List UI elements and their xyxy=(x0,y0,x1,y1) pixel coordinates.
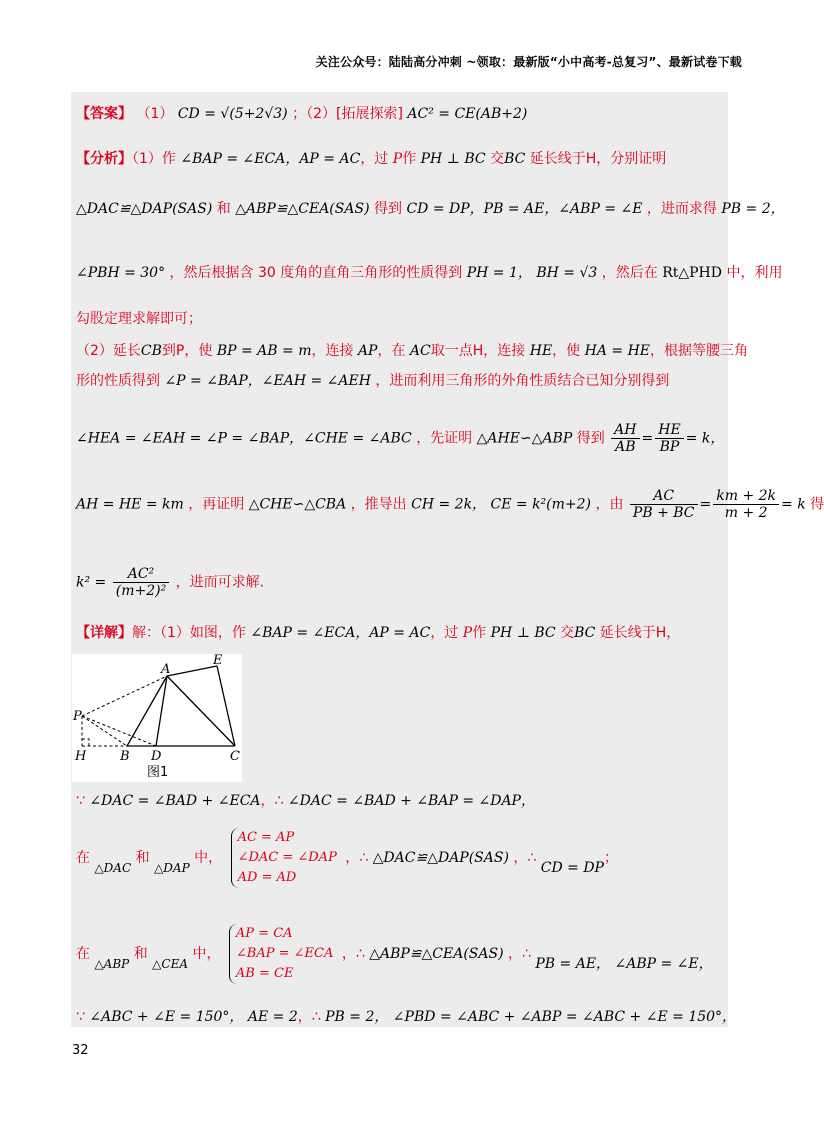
t: 作 xyxy=(402,151,417,167)
m: △DAC xyxy=(94,861,132,875)
analysis-line-9 xyxy=(76,566,264,599)
t: 延长线于 xyxy=(599,625,656,641)
m: PB = 2， ∠PBD = ∠ABC + ∠ABP = ∠ABC + ∠E = 150°， xyxy=(325,1009,737,1025)
detail-line-1 xyxy=(76,624,680,642)
eq: ∠DAC = ∠DAP xyxy=(237,850,337,865)
t: H，连接 xyxy=(472,343,526,359)
page-number: 32 xyxy=(72,1043,89,1058)
m: ∠P = ∠BAP，∠EAH = ∠AEH xyxy=(164,373,371,389)
equation-system-1 xyxy=(231,828,337,888)
t: 延长线于 xyxy=(529,151,586,167)
label-H: H xyxy=(75,749,87,764)
t: 中， xyxy=(192,946,221,962)
t: ，先证明 xyxy=(416,430,473,447)
page-header: 关注公众号：陆陆高分冲刺 ~领取：最新版“小中高考-总复习”、最新试卷下载 xyxy=(315,55,742,69)
m: ∠BAP = ∠ECA，AP = AC xyxy=(180,151,361,167)
m: CD = DP xyxy=(540,860,604,876)
t: ，在 xyxy=(377,343,406,359)
analysis-line-4 xyxy=(76,310,202,328)
t: ； xyxy=(603,850,618,866)
answer-line xyxy=(76,105,527,123)
m: k² = xyxy=(76,574,107,591)
m: ∠ABC + ∠E = 150°， AE = 2 xyxy=(89,1009,298,1025)
m: PB = 2， xyxy=(721,201,785,217)
m: CB xyxy=(140,343,162,359)
therefore-symbol: ，∴ xyxy=(260,793,284,809)
m: = k， xyxy=(685,430,725,447)
right-angle-mark xyxy=(82,739,89,746)
analysis-label: 【分析】 xyxy=(76,151,132,167)
t: ，过 xyxy=(360,151,389,167)
t: 中，利用 xyxy=(726,265,783,281)
segment-EC xyxy=(217,666,235,746)
t: 交 xyxy=(490,151,505,167)
figure-1 xyxy=(72,654,242,782)
m: BC xyxy=(574,625,596,641)
m: PB = AE， ∠ABP = ∠E， xyxy=(535,956,713,972)
segment-AC xyxy=(167,676,235,746)
denominator: BP xyxy=(659,439,680,455)
t: 和 xyxy=(135,850,150,866)
numerator: AC xyxy=(630,488,698,505)
segment-AE xyxy=(167,666,217,676)
label-C: C xyxy=(230,749,240,764)
t: 取一点 xyxy=(430,343,473,359)
analysis-line-3 xyxy=(76,264,782,282)
m: P xyxy=(462,625,473,641)
therefore-symbol: ，∴ xyxy=(513,850,537,866)
m: △CHE∽△CBA xyxy=(248,496,347,513)
m: PH = 1， BH = √3 xyxy=(466,265,598,281)
numerator: km + 2k xyxy=(713,488,779,505)
t: H， xyxy=(655,625,681,641)
t: ，再证明 xyxy=(188,496,245,513)
geometry-diagram xyxy=(72,654,242,782)
t: ，过 xyxy=(430,625,459,641)
m: AH = HE = km xyxy=(76,496,184,513)
answer-label: 【答案】 xyxy=(76,106,132,122)
m: AC xyxy=(409,343,431,359)
t: 和 xyxy=(216,201,231,217)
t: ，由 xyxy=(595,496,624,513)
label-E: E xyxy=(213,653,223,668)
t: P，使 xyxy=(175,343,213,359)
eq: AC = AP xyxy=(237,830,295,845)
denominator: m + 2 xyxy=(724,505,768,521)
numerator: HE xyxy=(655,422,683,439)
m: HE xyxy=(529,343,553,359)
t: 在 xyxy=(76,850,90,866)
segment-PD xyxy=(82,716,156,746)
m: HA = HE xyxy=(584,343,651,359)
t: 得到 xyxy=(576,430,605,447)
t: 作 xyxy=(472,625,487,641)
t: ，然后根据含 30 度角的直角三角形的性质得到 xyxy=(169,265,463,281)
t: ，使 xyxy=(552,343,581,359)
fraction xyxy=(630,488,698,521)
t: 和 xyxy=(133,946,148,962)
detail-step-4 xyxy=(76,1008,736,1026)
fraction xyxy=(113,566,169,599)
t: 到 xyxy=(161,343,176,359)
therefore-symbol: ，∴ xyxy=(345,850,369,866)
m: ∠PBH = 30° xyxy=(76,265,166,281)
t: 勾股定理求解即可； xyxy=(76,311,202,327)
denominator: AB xyxy=(615,439,636,455)
m: Rt△PHD xyxy=(662,265,722,281)
m: PH ⊥ BC xyxy=(490,625,556,641)
t: H，分别证明 xyxy=(585,151,667,167)
m: △DAC≌△DAP(SAS) xyxy=(76,201,213,217)
therefore-symbol: ，∴ xyxy=(508,946,531,962)
t: 形的性质得到 xyxy=(76,373,160,389)
m: △DAC≌△DAP(SAS) xyxy=(372,850,509,866)
t: 在 xyxy=(76,946,90,962)
t: ，进而利用三角形的外角性质结合已知分别得到 xyxy=(375,373,670,389)
t: ，进而求得 xyxy=(646,201,717,217)
analysis-line-2 xyxy=(76,200,785,218)
denominator: (m+2)² xyxy=(115,583,167,599)
eq: AD = AD xyxy=(237,870,297,885)
analysis-line-5 xyxy=(76,342,748,360)
answer-math-1: CD = √(5+2√3) xyxy=(177,106,288,122)
analysis-line-1 xyxy=(76,150,666,168)
m: △ABP xyxy=(94,957,130,971)
fraction xyxy=(611,422,639,455)
m: ∠BAP = ∠ECA，AP = AC xyxy=(250,625,431,641)
t: ，然后在 xyxy=(601,265,658,281)
m: CD = DP，PB = AE，∠ABP = ∠E xyxy=(406,201,643,217)
m: = k xyxy=(781,496,806,513)
eq: AP = CA xyxy=(235,926,293,941)
label-A: A xyxy=(161,662,171,677)
m: △ABP≌△CEA(SAS) xyxy=(235,201,370,217)
t: ，连接 xyxy=(311,343,354,359)
m: △DAP xyxy=(154,861,190,875)
t: 中， xyxy=(194,850,223,866)
answer-sep: ；（2）[拓展探索] xyxy=(292,106,403,122)
t: 得到 xyxy=(373,201,402,217)
m: PH ⊥ BC xyxy=(420,151,486,167)
detail-step-2 xyxy=(76,828,618,888)
t: 交 xyxy=(560,625,575,641)
m: CH = 2k， CE = k²(m+2) xyxy=(411,496,591,513)
label-P: P xyxy=(73,709,82,724)
m: △ABP≌△CEA(SAS) xyxy=(369,946,504,962)
fraction xyxy=(655,422,683,455)
answer-part1: （1） xyxy=(136,106,174,122)
t: （1）作 xyxy=(132,151,176,167)
answer-math-2: AC² = CE(AB+2) xyxy=(407,106,528,122)
eq: ∠BAP = ∠ECA xyxy=(235,946,334,961)
numerator: AH xyxy=(611,422,639,439)
eq: AB = CE xyxy=(235,966,294,981)
label-B: B xyxy=(120,749,130,764)
detail-label: 【详解】 xyxy=(76,625,132,641)
detail-step-3 xyxy=(76,924,713,984)
t: 解：（1）如图，作 xyxy=(132,625,246,641)
numerator: AC² xyxy=(113,566,169,583)
because-symbol: ∵ xyxy=(76,793,85,809)
t: ，推导出 xyxy=(350,496,407,513)
analysis-line-7: ∠HEA = ∠EAH = ∠P = ∠BAP，∠CHE = ∠ABC ，先证明 △AHE∽△ABP 得到 $\frac{AH}{AB}$ = $\frac{HE}{BP}$ = k， xyxy=(76,422,725,455)
m: ∠HEA = ∠EAH = ∠P = ∠BAP，∠CHE = ∠ABC xyxy=(76,430,412,447)
m: ∠DAC = ∠BAD + ∠BAP = ∠DAP， xyxy=(287,793,535,809)
therefore-symbol: ，∴ xyxy=(341,946,365,962)
m: ∠DAC = ∠BAD + ∠ECA xyxy=(89,793,261,809)
denominator: PB + BC xyxy=(632,505,695,521)
t: 得 xyxy=(810,496,824,513)
therefore-symbol: ，∴ xyxy=(297,1009,321,1025)
t: ，根据等腰三角 xyxy=(650,343,749,359)
m: △AHE∽△ABP xyxy=(476,430,573,447)
because-symbol: ∵ xyxy=(76,1009,85,1025)
equation-system-2 xyxy=(229,924,333,984)
analysis-line-6 xyxy=(76,372,669,390)
figure-caption: 图1 xyxy=(147,765,169,780)
fraction xyxy=(713,488,779,521)
m: BP = AB = m xyxy=(216,343,312,359)
t: （2）延长 xyxy=(76,343,141,359)
analysis-line-8: AH = HE = km ，再证明 △CHE∽△CBA ，推导出 CH = 2k， CE = k²(m+2) ，由 $\frac{AC}{PB + BC}$ = $\frac{km + 2k}{m + 2}$ = k 得 xyxy=(76,488,824,521)
label-D: D xyxy=(151,749,162,764)
m: △CEA xyxy=(152,957,188,971)
m: P xyxy=(392,151,403,167)
t: ，进而可求解. xyxy=(175,574,265,591)
segment-PA xyxy=(82,676,167,716)
m: BC xyxy=(504,151,526,167)
m: AP xyxy=(357,343,378,359)
detail-step-1 xyxy=(76,792,535,810)
